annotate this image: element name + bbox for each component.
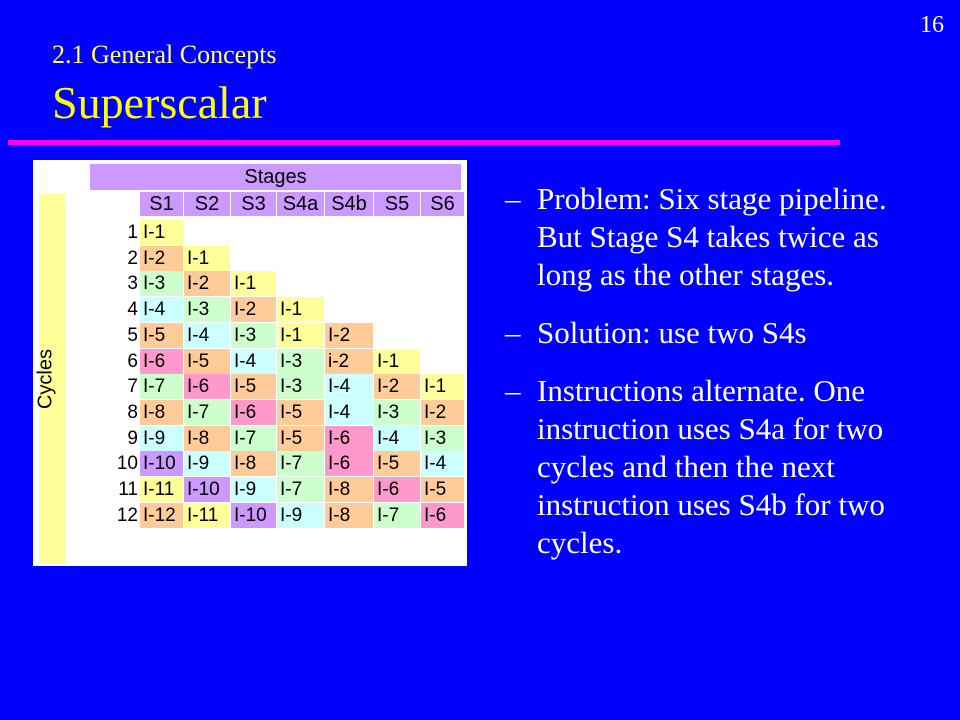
bullet-text: Instructions alternate. One instruction uses S4a for two cycles and then the next instruction uses S4b for two cycles. — [537, 373, 885, 560]
pipeline-cell: I-8 — [231, 451, 276, 476]
cycle-number: 11 — [118, 479, 138, 500]
cycle-number: 1 — [127, 222, 138, 243]
bullet-list — [505, 180, 925, 582]
stage-header-s1: S1 — [140, 192, 183, 216]
pipeline-cell: I-9 — [231, 477, 276, 502]
pipeline-cell: I-4 — [421, 451, 464, 476]
pipeline-cell: I-6 — [325, 426, 373, 451]
stage-header-s4b: S4b — [325, 192, 373, 216]
pipeline-cell: I-2 — [231, 297, 276, 322]
bullet-dash: – — [505, 181, 521, 216]
pipeline-cell: I-1 — [421, 374, 464, 399]
pipeline-cell: I-5 — [421, 477, 464, 502]
cycle-number: 7 — [127, 376, 138, 398]
pipeline-cell: I-6 — [421, 503, 464, 528]
pipeline-cell: I-3 — [277, 349, 324, 374]
pipeline-cell: I-1 — [184, 246, 230, 271]
pipeline-cell: I-10 — [231, 503, 276, 528]
pipeline-cell: I-2 — [184, 271, 230, 296]
bullet-dash: – — [505, 315, 521, 350]
pipeline-cell: I-7 — [184, 400, 230, 425]
pipeline-cell: I-6 — [140, 349, 183, 374]
pipeline-cell: I-8 — [325, 503, 373, 528]
pipeline-cell: I-1 — [140, 220, 183, 245]
cycle-number: 4 — [127, 299, 138, 321]
pipeline-cell: I-9 — [140, 426, 183, 451]
pipeline-cell: I-4 — [325, 400, 373, 425]
cycle-number: 12 — [116, 504, 138, 526]
stage-header-s2: S2 — [184, 192, 230, 216]
pipeline-cell: I-9 — [277, 503, 324, 528]
pipeline-cell: I-11 — [140, 477, 183, 502]
pipeline-cell: I-4 — [140, 297, 183, 322]
slide-subtitle: 2.1 General Concepts — [52, 40, 277, 69]
cycle-number: 5 — [127, 324, 138, 346]
cycle-number: 8 — [127, 401, 138, 423]
stage-header-s6: S6 — [421, 192, 464, 216]
pipeline-cell: I-10 — [184, 477, 230, 502]
pipeline-cell: I-1 — [374, 349, 420, 374]
pipeline-cell: I-4 — [184, 323, 230, 348]
slide-title: Superscalar — [52, 77, 267, 128]
cycle-number: 3 — [127, 273, 138, 295]
pipeline-cell: I-12 — [140, 503, 183, 528]
pipeline-cell: I-10 — [140, 451, 183, 476]
pipeline-cell: I-3 — [374, 400, 420, 425]
pipeline-cell: I-2 — [421, 400, 464, 425]
pipeline-cell: I-2 — [140, 246, 183, 271]
bullet-dash: – — [505, 373, 521, 408]
cycle-number: 6 — [127, 350, 138, 372]
pipeline-cell: I-8 — [140, 400, 183, 425]
stage-header-s4a: S4a — [277, 192, 324, 216]
pipeline-cell: I-4 — [374, 426, 420, 451]
pipeline-cell: I-1 — [277, 297, 324, 322]
stage-header-row — [90, 192, 461, 216]
pipeline-cell: I-3 — [231, 323, 276, 348]
pipeline-cell: I-6 — [231, 400, 276, 425]
pipeline-cell: I-6 — [325, 451, 373, 476]
pipeline-cell: I-7 — [374, 503, 420, 528]
pipeline-cell: I-3 — [140, 271, 183, 296]
pipeline-cell: I-5 — [374, 451, 420, 476]
pipeline-cell: I-7 — [277, 477, 324, 502]
bullet-text: Solution: use two S4s — [537, 315, 807, 350]
pipeline-cell: I-7 — [140, 374, 183, 399]
pipeline-cell: I-5 — [277, 400, 324, 425]
pipeline-cell: I-3 — [184, 297, 230, 322]
bullet-item — [505, 180, 925, 294]
bullet-item — [505, 314, 925, 352]
pipeline-cell: I-1 — [277, 323, 324, 348]
cycle-number: 10 — [116, 453, 138, 475]
pipeline-cell: I-3 — [421, 426, 464, 451]
bullet-item — [505, 372, 925, 562]
pipeline-cell: I-5 — [140, 323, 183, 348]
pipeline-cell: I-5 — [277, 426, 324, 451]
pipeline-cell: I-8 — [184, 426, 230, 451]
cycles-label: Cycles — [34, 348, 57, 410]
stages-header: Stages — [90, 164, 461, 190]
pipeline-cell: I-2 — [325, 323, 373, 348]
pipeline-cell: I-5 — [184, 349, 230, 374]
pipeline-cell: I-9 — [184, 451, 230, 476]
title-divider — [8, 140, 840, 145]
pipeline-cell: i-2 — [325, 349, 373, 374]
pipeline-cell: I-7 — [277, 451, 324, 476]
pipeline-cell: I-7 — [231, 426, 276, 451]
cycle-number: 2 — [127, 247, 138, 269]
stage-header-s5: S5 — [374, 192, 420, 216]
pipeline-cell: I-1 — [231, 271, 276, 296]
pipeline-cell: I-4 — [325, 374, 373, 399]
pipeline-cell: I-2 — [374, 374, 420, 399]
stage-header-s3: S3 — [231, 192, 276, 216]
bullet-text: Problem: Six stage pipeline. But Stage S4 takes twice as long as the other stages. — [537, 181, 887, 292]
pipeline-table — [33, 160, 467, 566]
pipeline-cell: I-4 — [231, 349, 276, 374]
pipeline-cell: I-5 — [231, 374, 276, 399]
pipeline-cell: I-11 — [184, 503, 230, 528]
pipeline-cell: I-6 — [184, 374, 230, 399]
pipeline-cell: I-8 — [325, 477, 373, 502]
page-number: 16 — [920, 12, 944, 38]
pipeline-cell: I-6 — [374, 477, 420, 502]
cycle-number: 9 — [127, 427, 138, 449]
pipeline-cell: I-3 — [277, 374, 324, 399]
